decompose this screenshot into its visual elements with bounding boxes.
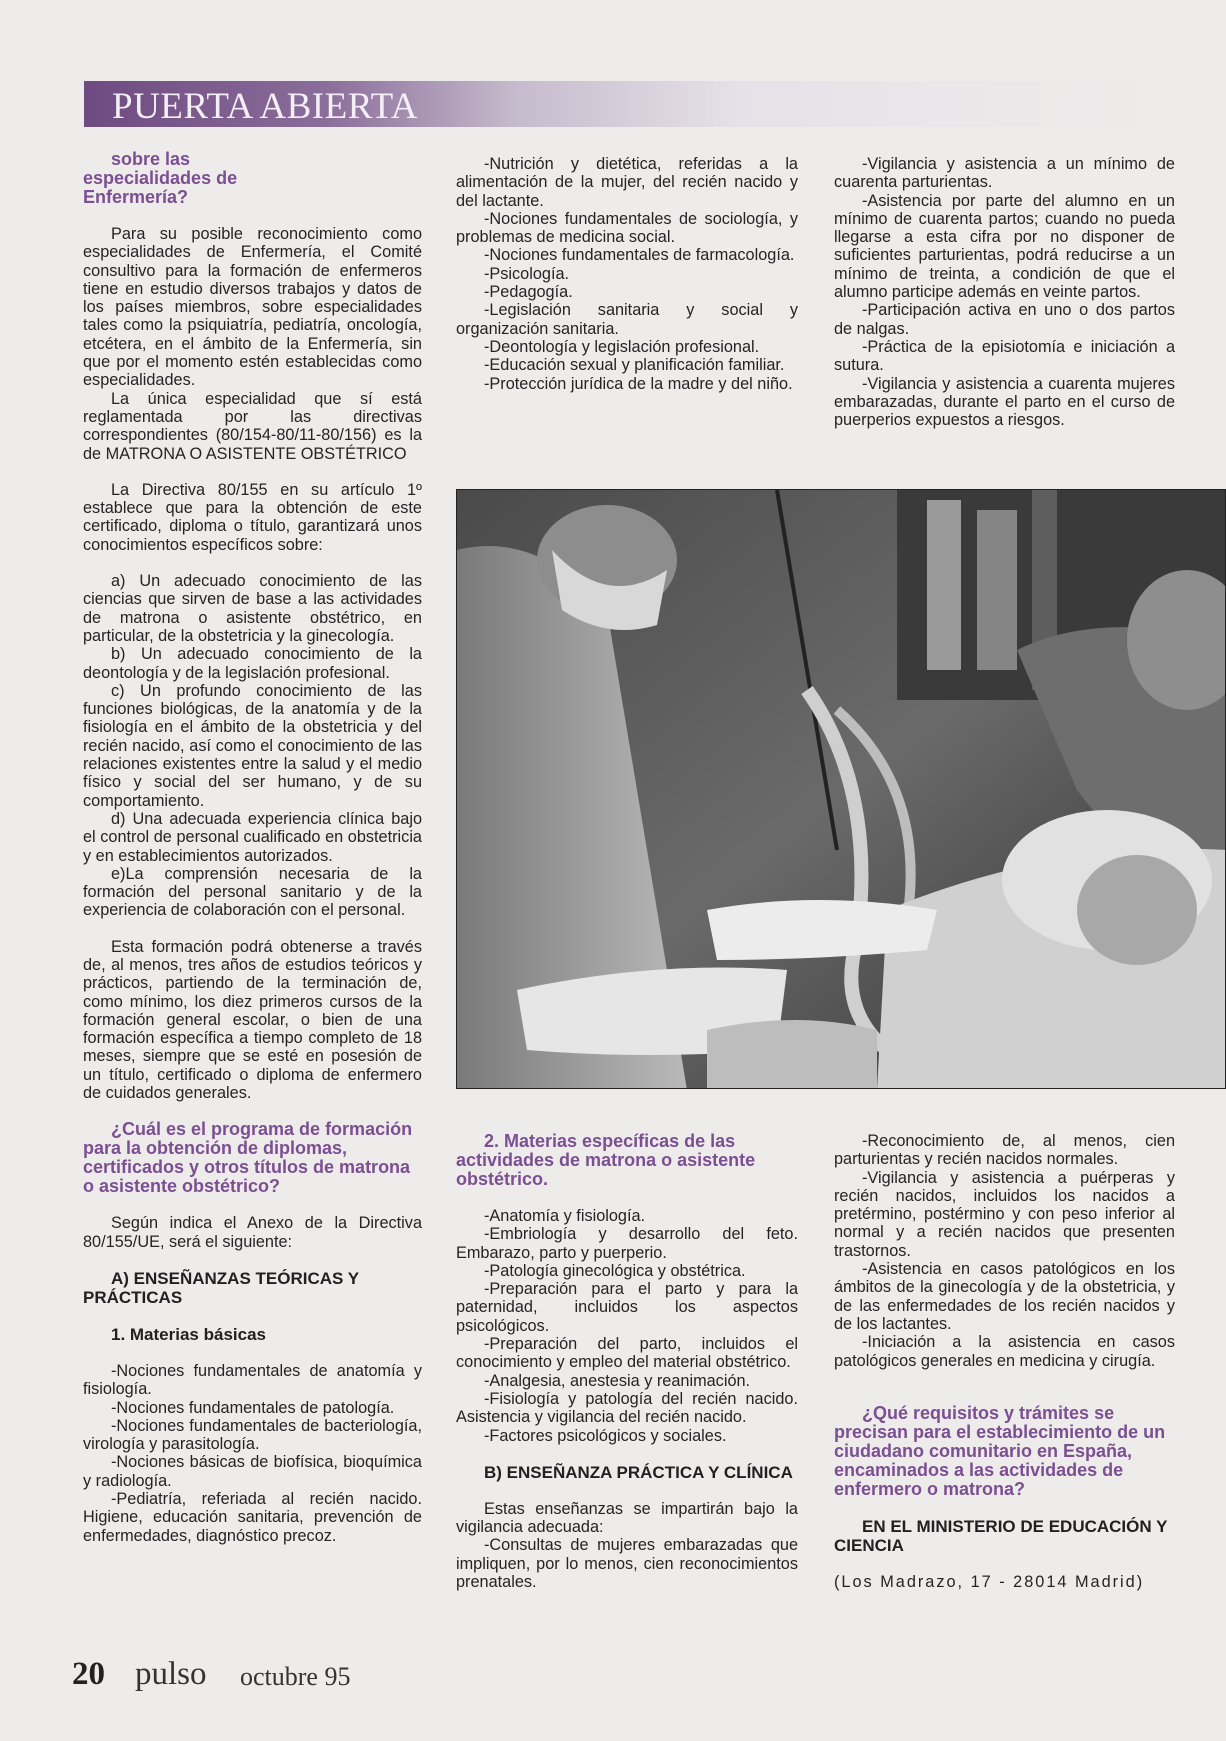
column-2-bottom (456, 1132, 798, 1591)
column-2-top (456, 155, 798, 393)
list-item: -Vigilancia y asistencia a cuarenta mujeres embarazadas, durante el parto en el curso de puerperios expuestos a riesgos. (834, 374, 1175, 430)
contact-heading: EN EL MINISTERIO DE EDUCACIÓN Y CIENCIA (834, 1516, 1168, 1555)
question-heading-continued: sobre las especialidades de Enfermería? (83, 149, 238, 207)
list-item: -Fisiología y patología del recién nacido. Asistencia y vigilancia del recién nacido. (456, 1389, 798, 1427)
paragraph: Para su posible reconocimiento como especialidades de Enfermería, el Comité consultivo para la formación de enfermeros tiene en estudio diversos trabajos y datos de los países miembros, sobre especialidades tales como la psiquiatría, pediatría, oncología, etcétera, en el ámbito de la Enfermería, sin que por el momento estén establecidas como especialidades. (83, 225, 422, 390)
list-item: -Protección jurídica de la madre y del niño. (484, 374, 793, 393)
paragraph: Esta formación podrá obtenerse a través de, al menos, tres años de estudios teóricos y prácticos, partiendo de la terminación de, como mínimo, los diez primeros cursos de la formación general escolar, o bien de una formación específica a tiempo completo de 18 meses, siempre que se esté en posesión de un título, certificado o diploma de enfermero de cuidados generales. (83, 937, 422, 1103)
list-item: -Iniciación a la asistencia en casos patológicos generales en medicina y cirugía. (834, 1333, 1175, 1370)
list-item: -Vigilancia y asistencia a puérperas y recién nacidos, incluidos los nacidos a pretérmino, postérmino y con peso inferior al normal y a recién nacidos que presenten trastornos. (834, 1168, 1175, 1260)
list-item: -Nociones fundamentales de patología. (111, 1398, 395, 1417)
list-item: b) Un adecuado conocimiento de la deontología y de la legislación profesional. (83, 645, 422, 682)
list-item: -Psicología. (484, 264, 570, 283)
subsection-heading: 1. Materias básicas (111, 1324, 266, 1344)
section-title: PUERTA ABIERTA (112, 86, 419, 127)
list-item: -Legislación sanitaria y social y organización sanitaria. (456, 301, 798, 338)
list-item: e)La comprensión necesaria de la formación del personal sanitario y de la experiencia de colaboración con el personal. (83, 864, 422, 920)
list-item: -Consultas de mujeres embarazadas que impliquen, por lo menos, cien reconocimientos prenatales. (456, 1536, 798, 1592)
section-heading: A) ENSEÑANZAS TEÓRICAS Y PRÁCTICAS (83, 1268, 359, 1307)
list-item: c) Un profundo conocimiento de las funciones biológicas, de la anatomía y de la fisiología en el ámbito de la obstetricia y del recién nacido, así como el conocimiento de las relaciones existentes entre la salud y el medio físico y social del ser humano, y de su comportamiento. (83, 681, 422, 810)
list-item: -Pediatría, referiada al recién nacido. Higiene, educación sanitaria, prevención de enfermedades, diagnóstico precoz. (83, 1490, 422, 1545)
list-item: -Educación sexual y planificación familiar. (484, 356, 785, 375)
list-item: -Pedagogía. (484, 283, 573, 302)
list-item: d) Una adecuada experiencia clínica bajo el control de personal cualificado en obstetricia y en establecimientos autorizados. (83, 809, 422, 865)
page-number: 20 (72, 1656, 105, 1692)
question-heading: ¿Qué requisitos y trámites se precisan para el establecimiento de un ciudadano comunitario en España, encaminados a las actividades de enfermero o matrona? (834, 1402, 1166, 1499)
list-item: -Vigilancia y asistencia a un mínimo de cuarenta parturientas. (834, 155, 1175, 192)
list-item: -Preparación para el parto y para la paternidad, incluidos los aspectos psicológicos. (456, 1280, 798, 1335)
list-item: -Asistencia por parte del alumno en un mínimo de cuarenta partos; cuando no pueda llegarse a esta cifra por no disponer de suficientes parturientas, podrá reducirse a un mínimo de treinta, a condición de que el alumno participe además en veinte partos. (834, 191, 1175, 302)
list-item: -Nociones fundamentales de farmacología. (484, 246, 795, 265)
list-item: -Anatomía y fisiología. (484, 1207, 646, 1225)
list-item: -Nociones fundamentales de bacteriología, virología y parasitología. (83, 1416, 422, 1454)
list-item: -Embriología y desarrollo del feto. Embarazo, parto y puerperio. (456, 1225, 798, 1262)
list-item: a) Un adecuado conocimiento de las ciencias que sirven de base a las actividades de matrona o asistente obstétrico, en particular, de la obstetricia y la ginecología. (83, 572, 422, 645)
paragraph: Estas enseñanzas se impartirán bajo la vigilancia adecuada: (456, 1499, 798, 1537)
section-banner (84, 81, 1174, 127)
list-item: -Factores psicológicos y sociales. (484, 1426, 727, 1445)
subsection-heading: 2. Materias específicas de las actividades de matrona o asistente obstétrico. (456, 1131, 756, 1189)
column-3-top (834, 155, 1175, 429)
list-item: -Patología ginecológica y obstétrica. (484, 1261, 746, 1280)
list-item: -Nociones fundamentales de anatomía y fisiología. (83, 1361, 422, 1399)
column-3-bottom (834, 1132, 1175, 1591)
publication-name: pulso (135, 1656, 207, 1692)
list-item: -Asistencia en casos patológicos en los ámbitos de la ginecología y de la obstetricia, y de las enfermedades de los recién nacidos y de los lactantes. (834, 1260, 1175, 1333)
list-item: -Participación activa en uno o dos partos de nalgas. (834, 301, 1175, 338)
list-item: -Nutrición y dietética, referidas a la alimentación de la mujer, del recién nacido y del lactante. (456, 155, 798, 210)
paragraph: Según indica el Anexo de la Directiva 80/155/UE, será el siguiente: (83, 1214, 422, 1251)
contact-address: (Los Madrazo, 17 - 28014 Madrid) (834, 1572, 1145, 1591)
column-1 (83, 150, 422, 1545)
list-item: -Nociones básicas de biofísica, bioquímica y radiología. (83, 1453, 422, 1490)
issue-date: octubre 95 (240, 1662, 351, 1691)
list-item: -Reconocimiento de, al menos, cien parturientas y recién nacidos normales. (834, 1132, 1175, 1169)
list-item: -Deontología y legislación profesional. (484, 337, 760, 356)
list-item: -Nociones fundamentales de sociología, y problemas de medicina social. (456, 209, 798, 247)
delivery-room-photo (456, 489, 1226, 1089)
list-item: -Preparación del parto, incluidos el conocimiento y empleo del material obstétrico. (456, 1335, 798, 1372)
paragraph: La Directiva 80/155 en su artículo 1º establece que para la obtención de este certificado, diploma o título, garantizará unos conocimientos específicos sobre: (83, 480, 422, 554)
paragraph: La única especialidad que sí está reglamentada por las directivas correspondientes (80/154-80/11-80/156) es la de MATRONA O ASISTENTE OBSTÉTRICO (83, 389, 422, 463)
question-heading: ¿Cuál es el programa de formación para la obtención de diplomas, certificados y otros títulos de matrona o asistente obstétrico? (83, 1119, 413, 1197)
list-item: -Analgesia, anestesia y reanimación. (484, 1371, 751, 1390)
list-item: -Práctica de la episiotomía e iniciación a sutura. (834, 337, 1175, 375)
section-heading: B) ENSEÑANZA PRÁCTICA Y CLÍNICA (484, 1462, 793, 1482)
